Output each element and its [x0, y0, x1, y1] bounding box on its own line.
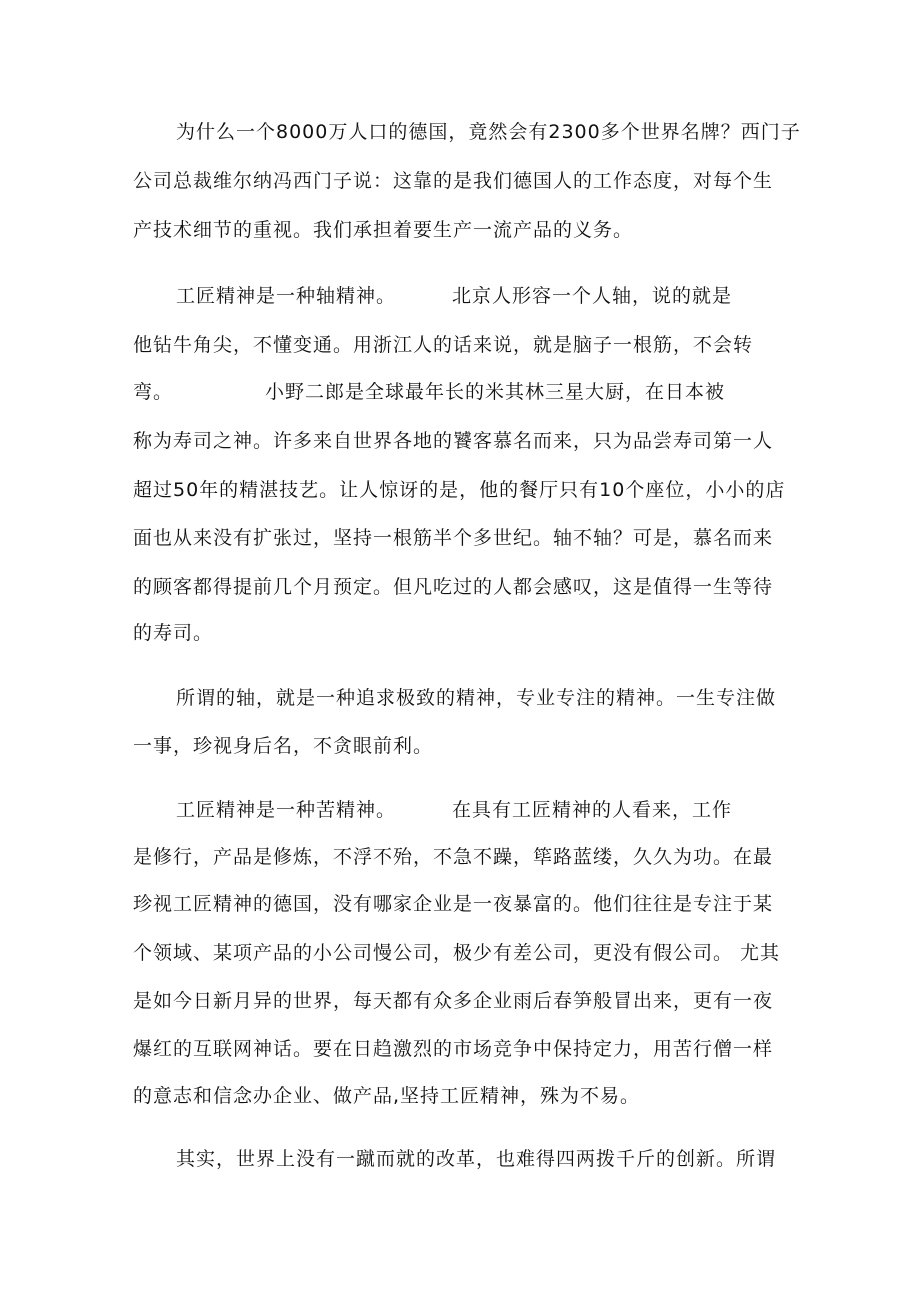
paragraph-4-line-2: 是修行，产品是修炼，不浮不殆，不急不躁，筚路蓝缕，久久为功。在最 [133, 846, 774, 868]
paragraph-4-line-5: 是如今日新月异的世界，每天都有众多企业雨后春笋般冒出来，更有一夜 [133, 990, 774, 1012]
paragraph-4-line-4: 个领域、某项产品的小公司慢公司，极少有差公司，更没有假公司。 尤其 [133, 942, 781, 964]
paragraph-2-line-5: 超过50年的精湛技艺。让人惊讶的是，他的餐厅只有10个座位，小小的店 [133, 479, 786, 501]
paragraph-2-line-3 [133, 380, 725, 404]
paragraph-2-line-3-text: 小野二郎是全球最年长的米其林三星大厨，在日本被 [265, 381, 726, 403]
paragraph-4-line-1-text: 在具有工匠精神的人看来，工作 [452, 799, 733, 821]
paragraph-2-line-3-start: 弯。 [133, 381, 174, 403]
paragraph-2-line-1-text: 北京人形容一个人轴，说的就是 [452, 285, 733, 307]
paragraph-2-line-6: 面也从来没有扩张过，坚持一根筋半个多世纪。轴不轴？可是，慕名而来 [133, 527, 774, 549]
paragraph-2-line-2: 他钻牛角尖，不懂变通。用浙江人的话来说，就是脑子一根筋，不会转 [133, 334, 754, 356]
paragraph-1-line-2: 公司总裁维尔纳冯西门子说：这靠的是我们德国人的工作态度，对每个生 [133, 170, 774, 192]
paragraph-3-line-2: 一事，珍视身后名，不贪眼前利。 [133, 735, 434, 757]
paragraph-2-line-8: 的寿司。 [133, 622, 214, 644]
paragraph-4-line-3: 珍视工匠精神的德国，没有哪家企业是一夜暴富的。他们往往是专注于某 [133, 893, 774, 915]
paragraph-3-line-1: 所谓的轴，就是一种追求极致的精神，专业专注的精神。一生专注做 [176, 687, 777, 709]
paragraph-4-line-6: 爆红的互联网神话。要在日趋激烈的市场竞争中保持定力，用苦行僧一样 [133, 1038, 774, 1060]
paragraph-4-heading: 工匠精神是一种苦精神。 [176, 799, 397, 821]
paragraph-2-line-1 [176, 284, 732, 308]
paragraph-4-line-7: 的意志和信念办企业、做产品,坚持工匠精神，殊为不易。 [133, 1085, 641, 1107]
paragraph-2-line-7: 的顾客都得提前几个月预定。但凡吃过的人都会感叹，这是值得一生等待 [133, 576, 774, 598]
paragraph-2-heading: 工匠精神是一种轴精神。 [176, 285, 397, 307]
paragraph-5-line-1: 其实，世界上没有一蹴而就的改革，也难得四两拨千斤的创新。所谓 [176, 1148, 777, 1170]
paragraph-1-line-1: 为什么一个8000万人口的德国，竟然会有2300多个世界名牌？西门子 [176, 121, 801, 143]
paragraph-4-line-1 [176, 798, 732, 822]
paragraph-2-line-4: 称为寿司之神。许多来自世界各地的饕客慕名而来，只为品尝寿司第一人 [133, 430, 774, 452]
paragraph-1-line-3: 产技术细节的重视。我们承担着要生产一流产品的义务。 [133, 219, 634, 241]
